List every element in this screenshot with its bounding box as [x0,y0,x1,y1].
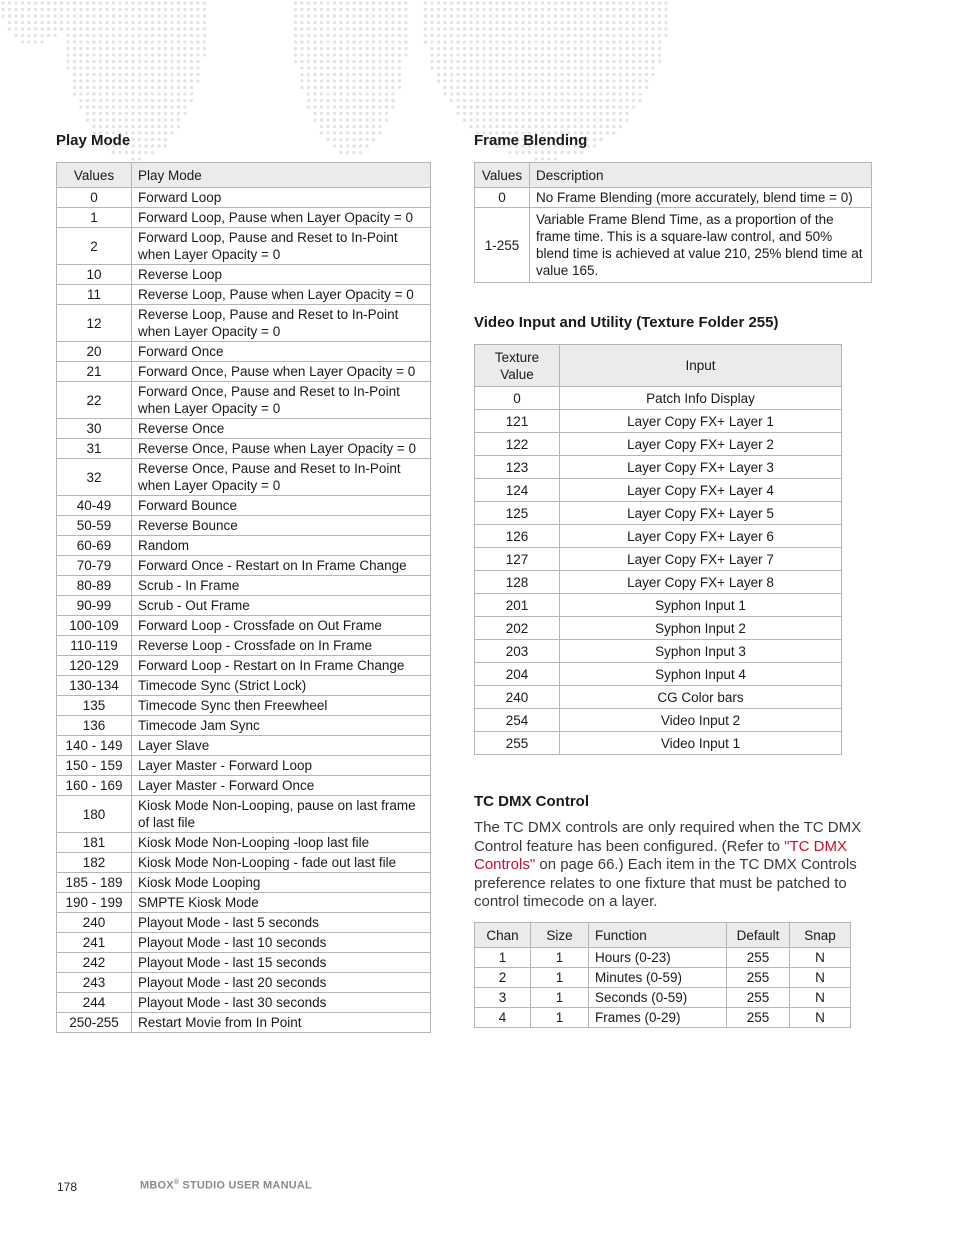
table-cell: 1 [57,208,132,228]
table-cell: Frames (0-29) [589,1008,727,1028]
table-cell: Syphon Input 2 [560,617,842,640]
table-cell: Playout Mode - last 30 seconds [132,993,431,1013]
table-cell: Hours (0-23) [589,948,727,968]
table-cell: Reverse Loop, Pause when Layer Opacity = 0 [132,285,431,305]
table-row [57,285,431,305]
table-cell: 30 [57,419,132,439]
table-cell: No Frame Blending (more accurately, blend time = 0) [530,188,872,208]
table-cell: Syphon Input 1 [560,594,842,617]
manual-title-suffix: STUDIO USER MANUAL [179,1179,312,1192]
table-row [57,496,431,516]
table-cell: Syphon Input 3 [560,640,842,663]
table-cell: Layer Copy FX+ Layer 4 [560,479,842,502]
table-row [475,571,842,594]
table-cell: 160 - 169 [57,776,132,796]
frame-blending-table [474,162,872,283]
table-cell: 244 [57,993,132,1013]
tc-dmx-controls-link[interactable]: "TC DMX Controls" [474,837,848,873]
table-cell: 255 [727,968,790,988]
table-cell: 180 [57,796,132,833]
table-cell: Layer Copy FX+ Layer 2 [560,433,842,456]
table-row [57,439,431,459]
table-row [57,933,431,953]
table-cell: 124 [475,479,560,502]
table-cell: 242 [57,953,132,973]
table-cell: Reverse Bounce [132,516,431,536]
table-cell: CG Color bars [560,686,842,709]
table-cell: 255 [727,1008,790,1028]
table-row [57,736,431,756]
table-cell: 204 [475,663,560,686]
table-row [475,548,842,571]
tc-dmx-text-after: on page 66.) Each item in the TC DMX Controls preference relates to one fixture that must be patched to control timecode on a layer. [474,856,857,910]
table-cell: 120-129 [57,656,132,676]
table-cell: Reverse Loop, Pause and Reset to In-Point when Layer Opacity = 0 [132,305,431,342]
table-row [57,636,431,656]
table-row [475,968,851,988]
table-cell: 1 [531,1008,589,1028]
table-cell: 1 [531,968,589,988]
table-cell: Kiosk Mode Non-Looping, pause on last frame of last file [132,796,431,833]
table-row [57,362,431,382]
table-cell: SMPTE Kiosk Mode [132,893,431,913]
table-cell: 110-119 [57,636,132,656]
table-cell: 22 [57,382,132,419]
play-mode-table [56,162,431,1033]
table-cell: 140 - 149 [57,736,132,756]
table-cell: N [790,968,851,988]
manual-title [140,1179,312,1192]
table-cell: Layer Copy FX+ Layer 8 [560,571,842,594]
table-cell: 250-255 [57,1013,132,1033]
table-row [57,853,431,873]
table-cell: Reverse Once, Pause when Layer Opacity = 0 [132,439,431,459]
table-row [57,576,431,596]
table-row [475,525,842,548]
table-cell: Seconds (0-59) [589,988,727,1008]
table-cell: Random [132,536,431,556]
table-cell: 255 [727,948,790,968]
table-cell: 100-109 [57,616,132,636]
table-cell: 20 [57,342,132,362]
table-cell: 80-89 [57,576,132,596]
table-cell: 60-69 [57,536,132,556]
table-row [57,716,431,736]
table-cell: Timecode Sync then Freewheel [132,696,431,716]
col-header-function: Function [589,923,727,948]
table-row [57,993,431,1013]
table-cell: 203 [475,640,560,663]
table-row [57,656,431,676]
table-cell: 202 [475,617,560,640]
table-cell: 185 - 189 [57,873,132,893]
table-cell: 0 [475,387,560,410]
table-cell: 10 [57,265,132,285]
table-cell: Layer Copy FX+ Layer 7 [560,548,842,571]
table-row [475,188,872,208]
table-cell: Reverse Once, Pause and Reset to In-Point when Layer Opacity = 0 [132,459,431,496]
table-cell: 70-79 [57,556,132,576]
table-cell: 1 [475,948,531,968]
table-row [57,419,431,439]
table-cell: 254 [475,709,560,732]
table-row [57,973,431,993]
table-cell: Kiosk Mode Non-Looping - fade out last file [132,853,431,873]
table-row [57,616,431,636]
tc-dmx-title: TC DMX Control [474,793,589,810]
table-cell: 255 [727,988,790,1008]
table-cell: Patch Info Display [560,387,842,410]
table-cell: 136 [57,716,132,736]
table-row [57,188,431,208]
col-header-snap: Snap [790,923,851,948]
table-cell: 240 [57,913,132,933]
table-cell: Reverse Loop - Crossfade on In Frame [132,636,431,656]
table-cell: 21 [57,362,132,382]
table-cell: Playout Mode - last 20 seconds [132,973,431,993]
table-cell: 150 - 159 [57,756,132,776]
table-row [57,228,431,265]
table-cell: 3 [475,988,531,1008]
table-row [475,663,842,686]
table-cell: 126 [475,525,560,548]
tc-dmx-table [474,922,851,1028]
table-cell: Kiosk Mode Non-Looping -loop last file [132,833,431,853]
table-row [475,988,851,1008]
table-row [57,342,431,362]
tc-dmx-text-before: The TC DMX controls are only required when the TC DMX Control feature has been configured. (Refer to [474,819,862,855]
tc-dmx-description [474,819,869,912]
table-cell: Playout Mode - last 10 seconds [132,933,431,953]
table-cell: Minutes (0-59) [589,968,727,988]
table-cell: 240 [475,686,560,709]
table-cell: Playout Mode - last 5 seconds [132,913,431,933]
table-cell: Forward Loop - Restart on In Frame Change [132,656,431,676]
table-cell: 90-99 [57,596,132,616]
table-cell: 2 [475,968,531,988]
table-cell: 243 [57,973,132,993]
table-row [475,686,842,709]
table-cell: N [790,988,851,1008]
table-cell: 1 [531,948,589,968]
table-cell: 190 - 199 [57,893,132,913]
table-cell: N [790,1008,851,1028]
table-row [475,208,872,283]
table-cell: Playout Mode - last 15 seconds [132,953,431,973]
col-header-play-mode: Play Mode [132,163,431,188]
table-cell: 1 [531,988,589,1008]
table-cell: 121 [475,410,560,433]
col-header-texture-value: Texture Value [475,345,560,387]
col-header-default: Default [727,923,790,948]
table-cell: Forward Loop, Pause and Reset to In-Point when Layer Opacity = 0 [132,228,431,265]
table-row [475,732,842,755]
table-cell: 11 [57,285,132,305]
table-row [57,696,431,716]
table-row [57,776,431,796]
table-row [475,502,842,525]
table-cell: Timecode Jam Sync [132,716,431,736]
table-cell: Forward Once, Pause and Reset to In-Point when Layer Opacity = 0 [132,382,431,419]
table-cell: Layer Master - Forward Once [132,776,431,796]
table-cell: Layer Master - Forward Loop [132,756,431,776]
table-row [57,459,431,496]
table-row [57,913,431,933]
table-cell: 0 [475,188,530,208]
table-cell: Layer Copy FX+ Layer 3 [560,456,842,479]
table-row [57,265,431,285]
table-cell: 241 [57,933,132,953]
table-cell: 123 [475,456,560,479]
table-cell: Scrub - Out Frame [132,596,431,616]
table-cell: Video Input 2 [560,709,842,732]
table-row [57,1013,431,1033]
table-row [57,516,431,536]
table-row [57,953,431,973]
table-row [475,709,842,732]
table-cell: Layer Copy FX+ Layer 6 [560,525,842,548]
table-row [57,796,431,833]
table-row [57,305,431,342]
table-cell: Kiosk Mode Looping [132,873,431,893]
table-row [475,433,842,456]
table-cell: 125 [475,502,560,525]
manual-title-prefix: MBOX [140,1179,174,1192]
table-cell: 255 [475,732,560,755]
table-cell: Forward Bounce [132,496,431,516]
table-cell: Layer Copy FX+ Layer 5 [560,502,842,525]
table-cell: Forward Once, Pause when Layer Opacity = 0 [132,362,431,382]
table-row [475,456,842,479]
table-row [475,410,842,433]
table-row [475,640,842,663]
table-row [57,556,431,576]
table-cell: Reverse Once [132,419,431,439]
col-header-values: Values [57,163,132,188]
col-header-chan: Chan [475,923,531,948]
table-cell: 31 [57,439,132,459]
table-cell: 181 [57,833,132,853]
table-cell: Forward Loop - Crossfade on Out Frame [132,616,431,636]
col-header-description: Description [530,163,872,188]
table-cell: Syphon Input 4 [560,663,842,686]
table-cell: 12 [57,305,132,342]
table-cell: Restart Movie from In Point [132,1013,431,1033]
table-row [57,382,431,419]
table-cell: 0 [57,188,132,208]
table-cell: 130-134 [57,676,132,696]
play-mode-title: Play Mode [56,132,131,149]
table-row [57,536,431,556]
table-row [57,833,431,853]
table-row [57,208,431,228]
table-cell: 182 [57,853,132,873]
table-cell: 32 [57,459,132,496]
table-cell: Timecode Sync (Strict Lock) [132,676,431,696]
frame-blending-title: Frame Blending [474,132,588,149]
col-header-values: Values [475,163,530,188]
table-cell: Forward Once [132,342,431,362]
table-cell: 135 [57,696,132,716]
table-row [475,1008,851,1028]
table-row [475,594,842,617]
table-row [475,617,842,640]
table-cell: 1-255 [475,208,530,283]
table-row [57,756,431,776]
table-cell: 40-49 [57,496,132,516]
table-cell: Reverse Loop [132,265,431,285]
video-input-table [474,344,842,755]
table-cell: 127 [475,548,560,571]
table-row [57,873,431,893]
table-cell: 128 [475,571,560,594]
table-row [57,676,431,696]
col-header-size: Size [531,923,589,948]
table-cell: 4 [475,1008,531,1028]
table-row [57,596,431,616]
col-header-input: Input [560,345,842,387]
table-cell: Forward Loop, Pause when Layer Opacity = 0 [132,208,431,228]
table-cell: Layer Copy FX+ Layer 1 [560,410,842,433]
table-row [475,948,851,968]
table-cell: N [790,948,851,968]
table-cell: 50-59 [57,516,132,536]
table-cell: Video Input 1 [560,732,842,755]
table-cell: Forward Loop [132,188,431,208]
table-cell: 201 [475,594,560,617]
table-cell: Scrub - In Frame [132,576,431,596]
table-row [475,387,842,410]
table-cell: 2 [57,228,132,265]
page-number: 178 [57,1180,78,1194]
table-row [475,479,842,502]
table-cell: Layer Slave [132,736,431,756]
registered-mark: ® [173,1179,180,1186]
table-row [57,893,431,913]
table-cell: Forward Once - Restart on In Frame Change [132,556,431,576]
table-cell: Variable Frame Blend Time, as a proportion of the frame time. This is a square-law control, and 50% blend time is achieved at value 210, 25% blend time at value 165. [530,208,872,283]
video-input-title: Video Input and Utility (Texture Folder 255) [474,314,779,331]
table-cell: 122 [475,433,560,456]
